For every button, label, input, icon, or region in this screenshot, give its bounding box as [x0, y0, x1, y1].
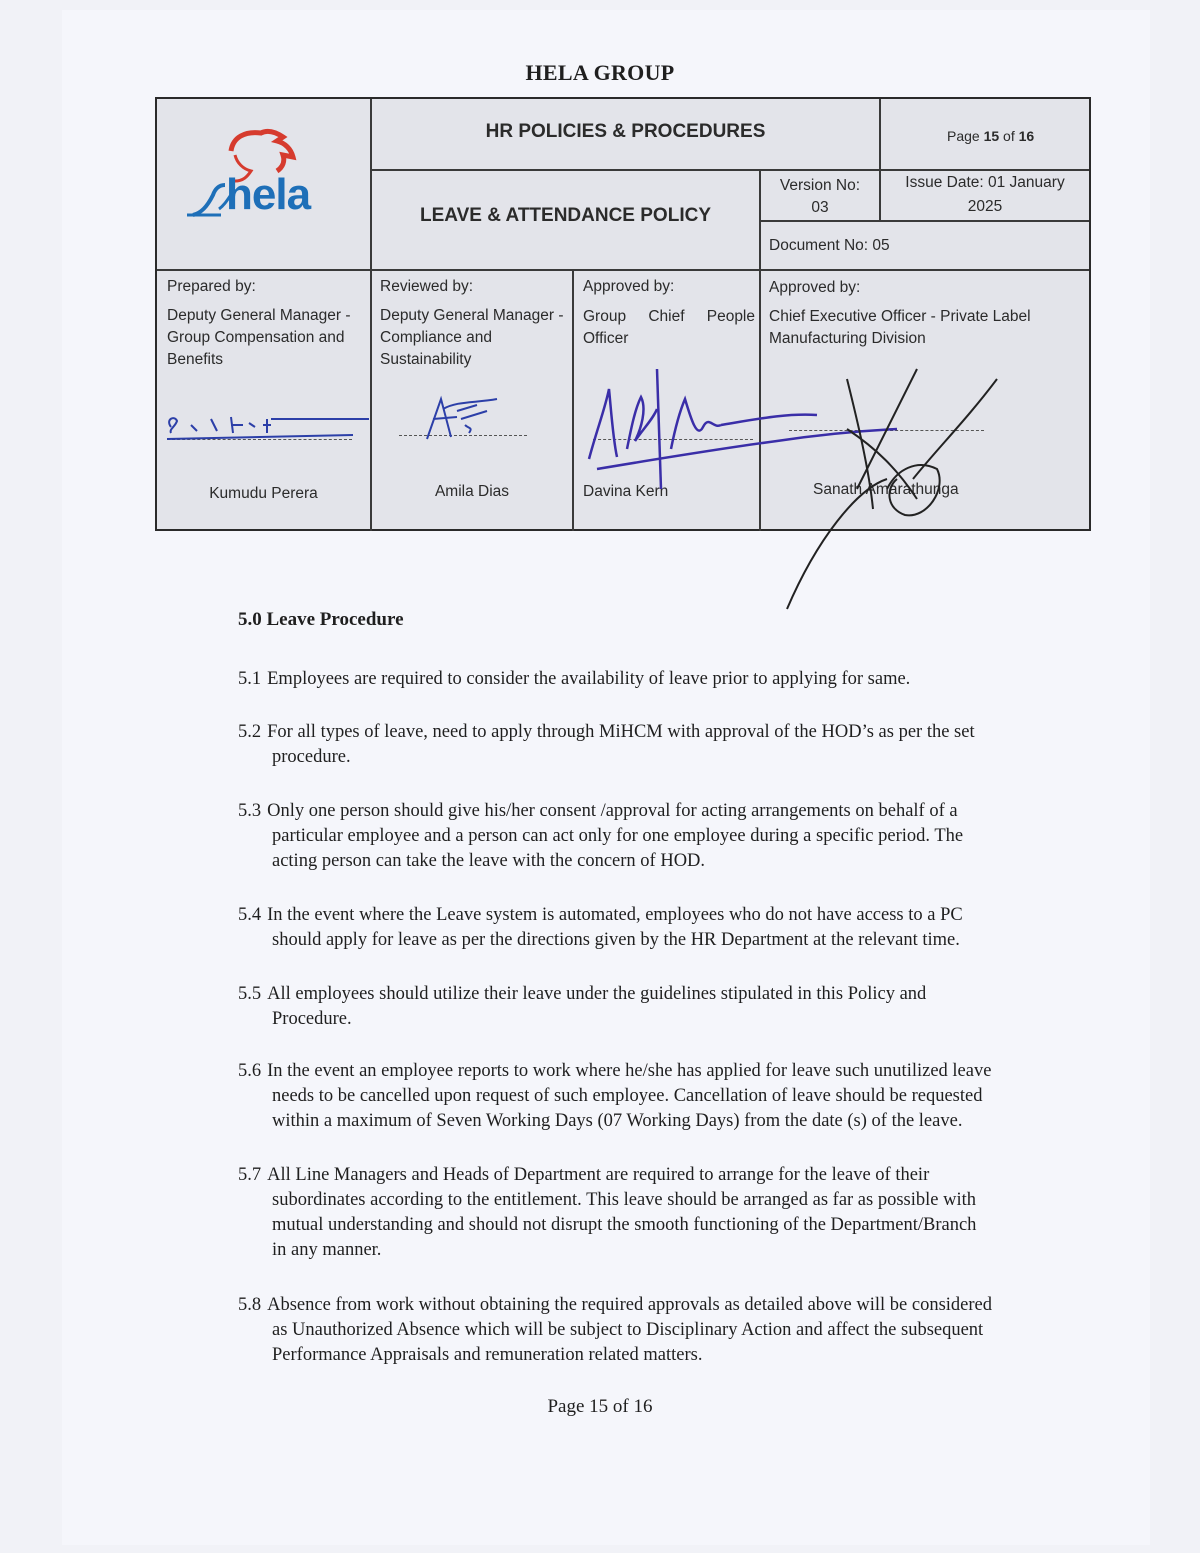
- procedure-item-line: Absence from work without obtaining the required approvals as detailed above will be considered: [267, 1295, 993, 1315]
- procedure-item-number: 5.8: [238, 1295, 262, 1315]
- logo-wordmark: hela: [226, 170, 311, 219]
- procedure-item-number: 5.3: [238, 801, 262, 821]
- section-heading: 5.0 Leave Procedure: [238, 609, 404, 630]
- procedure-item-line: as Unauthorized Absence which will be subject to Disciplinary Action and affect the subsequent: [272, 1320, 984, 1340]
- procedure-item: [238, 667, 1043, 692]
- procedure-item: [238, 903, 1043, 953]
- procedure-item-line: For all types of leave, need to apply through MiHCM with approval of the HOD’s as per the set: [267, 722, 975, 742]
- procedure-item: [238, 1293, 1043, 1368]
- approved-by-label-1: Approved by:: [583, 278, 675, 295]
- procedure-item-line: Employees are required to consider the availability of leave prior to applying for same.: [267, 669, 911, 689]
- procedure-item-line: Procedure.: [272, 1009, 352, 1029]
- procedure-item-line: needs to be cancelled upon request of such employee. Cancellation of leave should be requested: [272, 1086, 983, 1106]
- version-label: Version No:: [779, 177, 861, 194]
- prepared-by-position: Deputy General Manager - Group Compensation and Benefits: [167, 307, 351, 368]
- procedure-item-line: mutual understanding and should not disrupt the smooth functioning of the Department/Branch: [272, 1215, 977, 1235]
- procedure-item-line: In the event where the Leave system is automated, employees who do not have access to a PC: [267, 905, 963, 925]
- procedure-item-line: subordinates according to the entitlement. This leave should be arranged as far as possible with: [272, 1190, 977, 1210]
- page-footer: Page 15 of 16: [547, 1396, 653, 1417]
- procedure-item-line: should apply for leave as per the directions given by the HR Department at the relevant time.: [272, 930, 960, 950]
- policy-title: LEAVE & ATTENDANCE POLICY: [420, 205, 711, 226]
- approved-by-position-1: Group Chief People Officer: [583, 308, 755, 347]
- prepared-by-label: Prepared by:: [167, 278, 256, 295]
- page-prefix: Page: [947, 128, 984, 144]
- hela-logo: [173, 111, 353, 219]
- page-of: of: [999, 128, 1019, 144]
- procedure-item-line: Performance Appraisals and remuneration related matters.: [272, 1345, 703, 1365]
- approved-by-name-2: Sanath Amarathunga: [813, 481, 959, 498]
- approved-by-name-1: Davina Kern: [583, 483, 669, 500]
- prepared-by-name: Kumudu Perera: [209, 485, 318, 502]
- issue-date-year: 2025: [967, 198, 1003, 215]
- approved-by-position-2: Chief Executive Officer - Private Label Manufacturing Division: [769, 308, 1031, 347]
- reviewed-by-position: Deputy General Manager - Compliance and Sustainability: [380, 307, 564, 368]
- procedure-item-line: All employees should utilize their leave under the guidelines stipulated in this Policy and: [267, 984, 927, 1004]
- signature-kumudu: [167, 417, 369, 439]
- procedure-item-number: 5.6: [238, 1061, 262, 1081]
- document-number: Document No: 05: [769, 237, 890, 254]
- signatures-drawing: [157, 389, 1092, 539]
- page-indicator: [947, 125, 1034, 147]
- page-current: 15: [983, 128, 1000, 144]
- version-value: 03: [811, 199, 829, 216]
- procedure-item: [238, 720, 1043, 770]
- procedure-item: [238, 1059, 1043, 1134]
- procedure-item-line: In the event an employee reports to work where he/she has applied for leave such unutilized leave: [267, 1061, 992, 1081]
- page-total: 16: [1018, 128, 1035, 144]
- hr-policies-title: HR POLICIES & PROCEDURES: [485, 121, 766, 142]
- reviewed-by-name: Amila Dias: [434, 483, 510, 500]
- procedure-item: [238, 982, 1043, 1032]
- reviewed-by-label: Reviewed by:: [380, 278, 474, 295]
- signature-amila: [427, 399, 497, 439]
- procedure-item: [238, 799, 1043, 874]
- company-title: HELA GROUP: [525, 60, 675, 85]
- header-table: [155, 97, 1091, 531]
- procedure-item-line: acting person can take the leave with the concern of HOD.: [272, 851, 706, 871]
- procedure-item-line: particular employee and a person can act only for one employee during a specific period. The: [272, 826, 964, 846]
- procedure-item-number: 5.2: [238, 722, 262, 742]
- procedure-item: [238, 1163, 1043, 1263]
- procedure-item-number: 5.4: [238, 905, 262, 925]
- procedure-item-number: 5.7: [238, 1165, 262, 1185]
- procedure-item-line: Only one person should give his/her consent /approval for acting arrangements on behalf of a: [267, 801, 958, 821]
- procedure-item-number: 5.1: [238, 669, 262, 689]
- procedure-item-line: in any manner.: [272, 1240, 382, 1260]
- procedure-item-number: 5.5: [238, 984, 262, 1004]
- approved-by-label-2: Approved by:: [769, 279, 861, 296]
- issue-date-label: Issue Date: 01 January: [905, 174, 1065, 191]
- procedure-item-line: within a maximum of Seven Working Days (07 Working Days) from the date (s) of the leave.: [272, 1111, 963, 1131]
- procedure-item-line: All Line Managers and Heads of Department are required to arrange for the leave of their: [267, 1165, 930, 1185]
- signature-davina: [589, 369, 897, 489]
- procedure-item-line: procedure.: [272, 747, 351, 767]
